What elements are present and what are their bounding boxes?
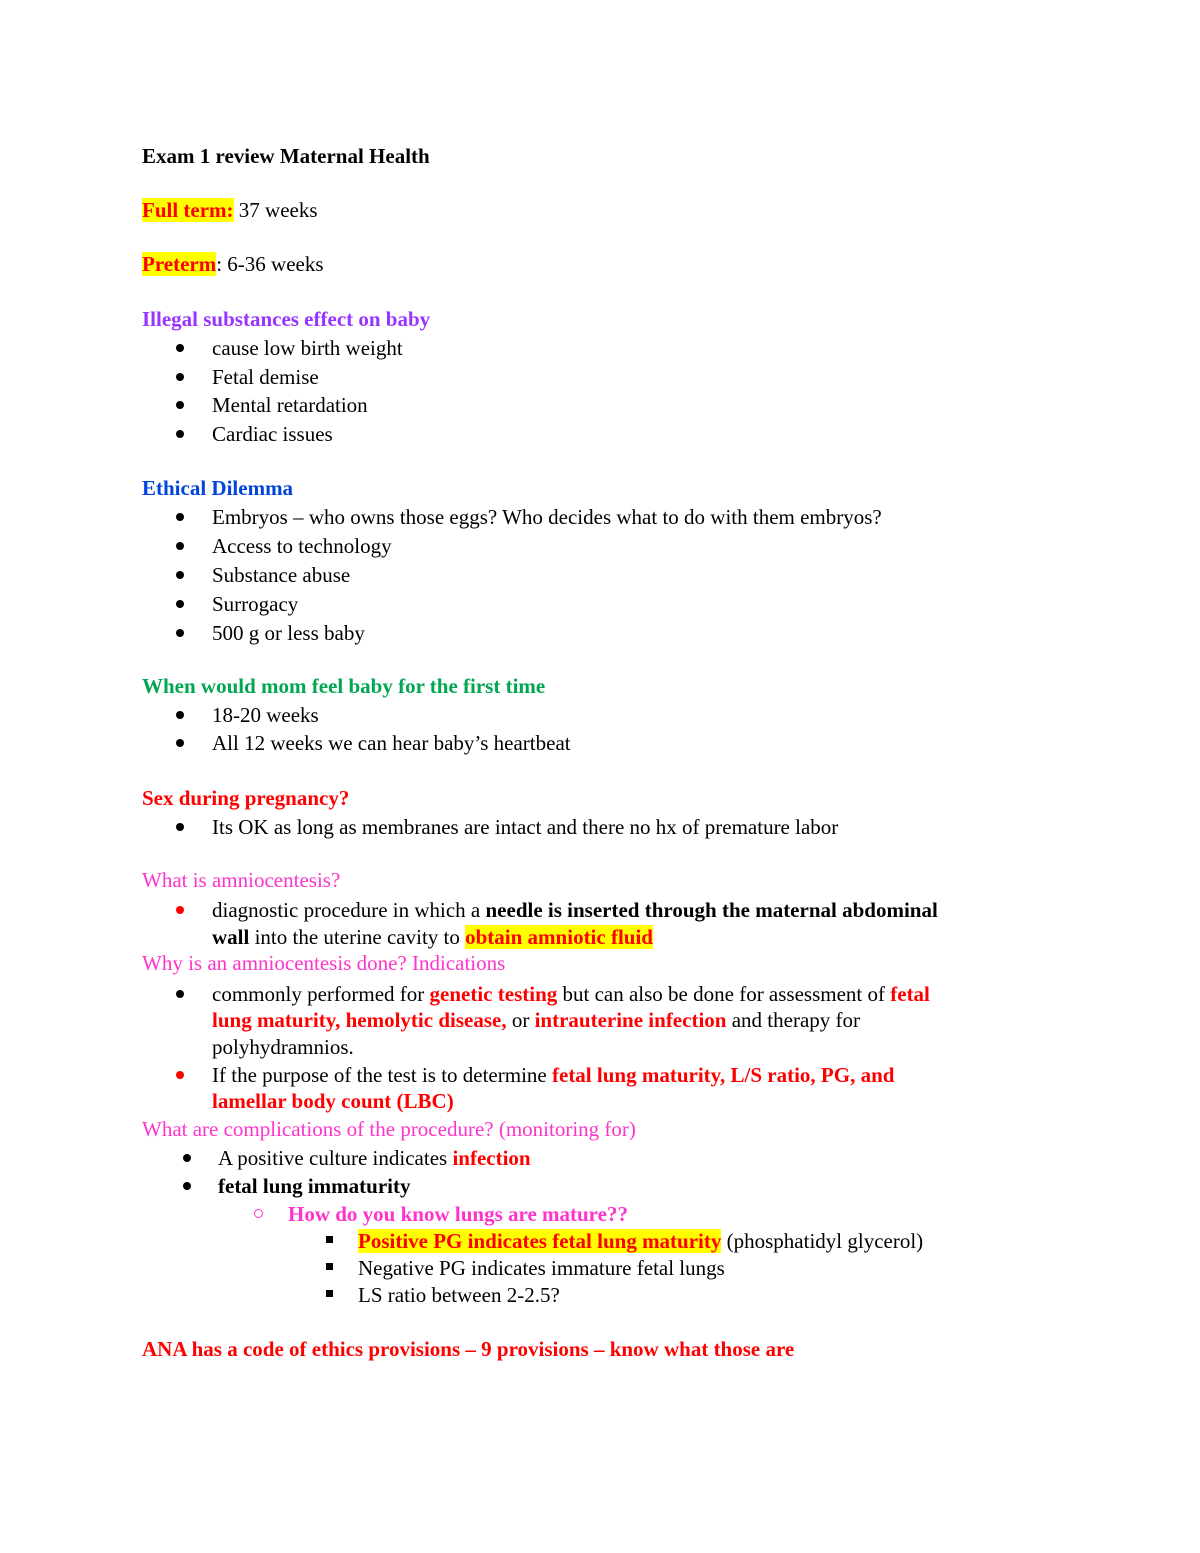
text-run: lung maturity, hemolytic disease, <box>212 1008 507 1032</box>
ana-note: ANA has a code of ethics provisions – 9 provisions – know what those are <box>142 1337 795 1361</box>
list-item: Access to technology <box>212 534 392 558</box>
bullet <box>176 990 184 998</box>
list-item: Fetal demise <box>212 365 319 389</box>
text-run: fetal lung maturity, L/S ratio, PG, and <box>552 1063 895 1087</box>
text-run: Positive PG indicates fetal lung maturity <box>358 1229 722 1253</box>
amnio-definition-line-1 <box>212 897 938 923</box>
list-item: Mental retardation <box>212 393 368 417</box>
bullet <box>176 401 184 409</box>
why-item-1-line-3: polyhydramnios. <box>212 1035 354 1059</box>
bullet <box>183 1154 191 1162</box>
bullet <box>176 739 184 747</box>
page-title: Exam 1 review Maternal Health <box>142 144 430 168</box>
list-item: Surrogacy <box>212 592 299 616</box>
sub-item-1 <box>358 1228 923 1254</box>
list-item: Embryos – who owns those eggs? Who decides what to do with them embryos? <box>212 505 882 529</box>
preterm-value: : 6-36 weeks <box>216 252 324 276</box>
complication-item-1 <box>218 1145 531 1171</box>
why-item-2-line-1 <box>212 1062 894 1088</box>
bullet <box>176 513 184 521</box>
bullet <box>176 344 184 352</box>
text-run: intrauterine infection <box>534 1008 727 1032</box>
bullet <box>176 823 184 831</box>
text-run: and therapy for <box>726 1008 860 1032</box>
text-run: commonly performed for <box>212 982 430 1006</box>
full-term-label: Full term: <box>142 198 234 222</box>
bullet <box>176 373 184 381</box>
list-item: All 12 weeks we can hear baby’s heartbeat <box>212 731 571 755</box>
bullet <box>176 542 184 550</box>
list-item: Its OK as long as membranes are intact and there no hx of premature labor <box>212 815 839 839</box>
list-item: cause low birth weight <box>212 336 403 360</box>
text-run: into the uterine cavity to <box>249 925 466 949</box>
why-item-1-line-2 <box>212 1007 860 1033</box>
why-item-2-line-2: lamellar body count (LBC) <box>212 1089 454 1113</box>
list-item: 500 g or less baby <box>212 621 365 645</box>
text-run: needle is inserted through the maternal abdominal <box>485 898 938 922</box>
text-run: or <box>506 1008 535 1032</box>
bullet <box>176 430 184 438</box>
bullet <box>176 1071 184 1079</box>
full-term-line <box>142 197 318 223</box>
text-run: infection <box>452 1146 531 1170</box>
complications-heading: What are complications of the procedure? (monitoring for) <box>142 1117 636 1141</box>
text-run: diagnostic procedure in which a <box>212 898 486 922</box>
feel-baby-heading: When would mom feel baby for the first time <box>142 674 546 698</box>
ethical-heading: Ethical Dilemma <box>142 476 294 500</box>
lungs-mature-subheading: How do you know lungs are mature?? <box>288 1202 628 1226</box>
text-run: (phosphatidyl glycerol) <box>721 1229 924 1253</box>
square-bullet <box>326 1236 333 1243</box>
bullet <box>176 629 184 637</box>
illegal-heading: Illegal substances effect on baby <box>142 307 431 331</box>
sex-heading: Sex during pregnancy? <box>142 786 350 810</box>
amnio-heading: What is amniocentesis? <box>142 868 341 892</box>
square-bullet <box>326 1263 333 1270</box>
amnio-definition-line-2 <box>212 924 653 950</box>
list-item: Cardiac issues <box>212 422 333 446</box>
bullet <box>176 711 184 719</box>
text-run: wall <box>212 925 250 949</box>
preterm-line <box>142 251 324 277</box>
why-item-1-line-1 <box>212 981 930 1007</box>
sub-item-3: LS ratio between 2-2.5? <box>358 1283 560 1307</box>
list-item: 18-20 weeks <box>212 703 319 727</box>
sub-item-2: Negative PG indicates immature fetal lungs <box>358 1256 725 1280</box>
bullet <box>183 1182 191 1190</box>
text-run: obtain amniotic fluid <box>465 925 653 949</box>
why-heading: Why is an amniocentesis done? Indications <box>142 951 506 975</box>
bullet <box>176 571 184 579</box>
preterm-label: Preterm <box>142 252 217 276</box>
text-run: genetic testing <box>429 982 558 1006</box>
bullet <box>176 906 184 914</box>
text-run: A positive culture indicates <box>218 1146 453 1170</box>
list-item: Substance abuse <box>212 563 351 587</box>
circle-bullet <box>254 1209 263 1218</box>
bullet <box>176 600 184 608</box>
text-run: If the purpose of the test is to determine <box>212 1063 552 1087</box>
full-term-value: 37 weeks <box>233 198 318 222</box>
text-run: but can also be done for assessment of <box>557 982 891 1006</box>
text-run: fetal <box>890 982 930 1006</box>
complication-item-2: fetal lung immaturity <box>218 1174 411 1198</box>
square-bullet <box>326 1290 333 1297</box>
